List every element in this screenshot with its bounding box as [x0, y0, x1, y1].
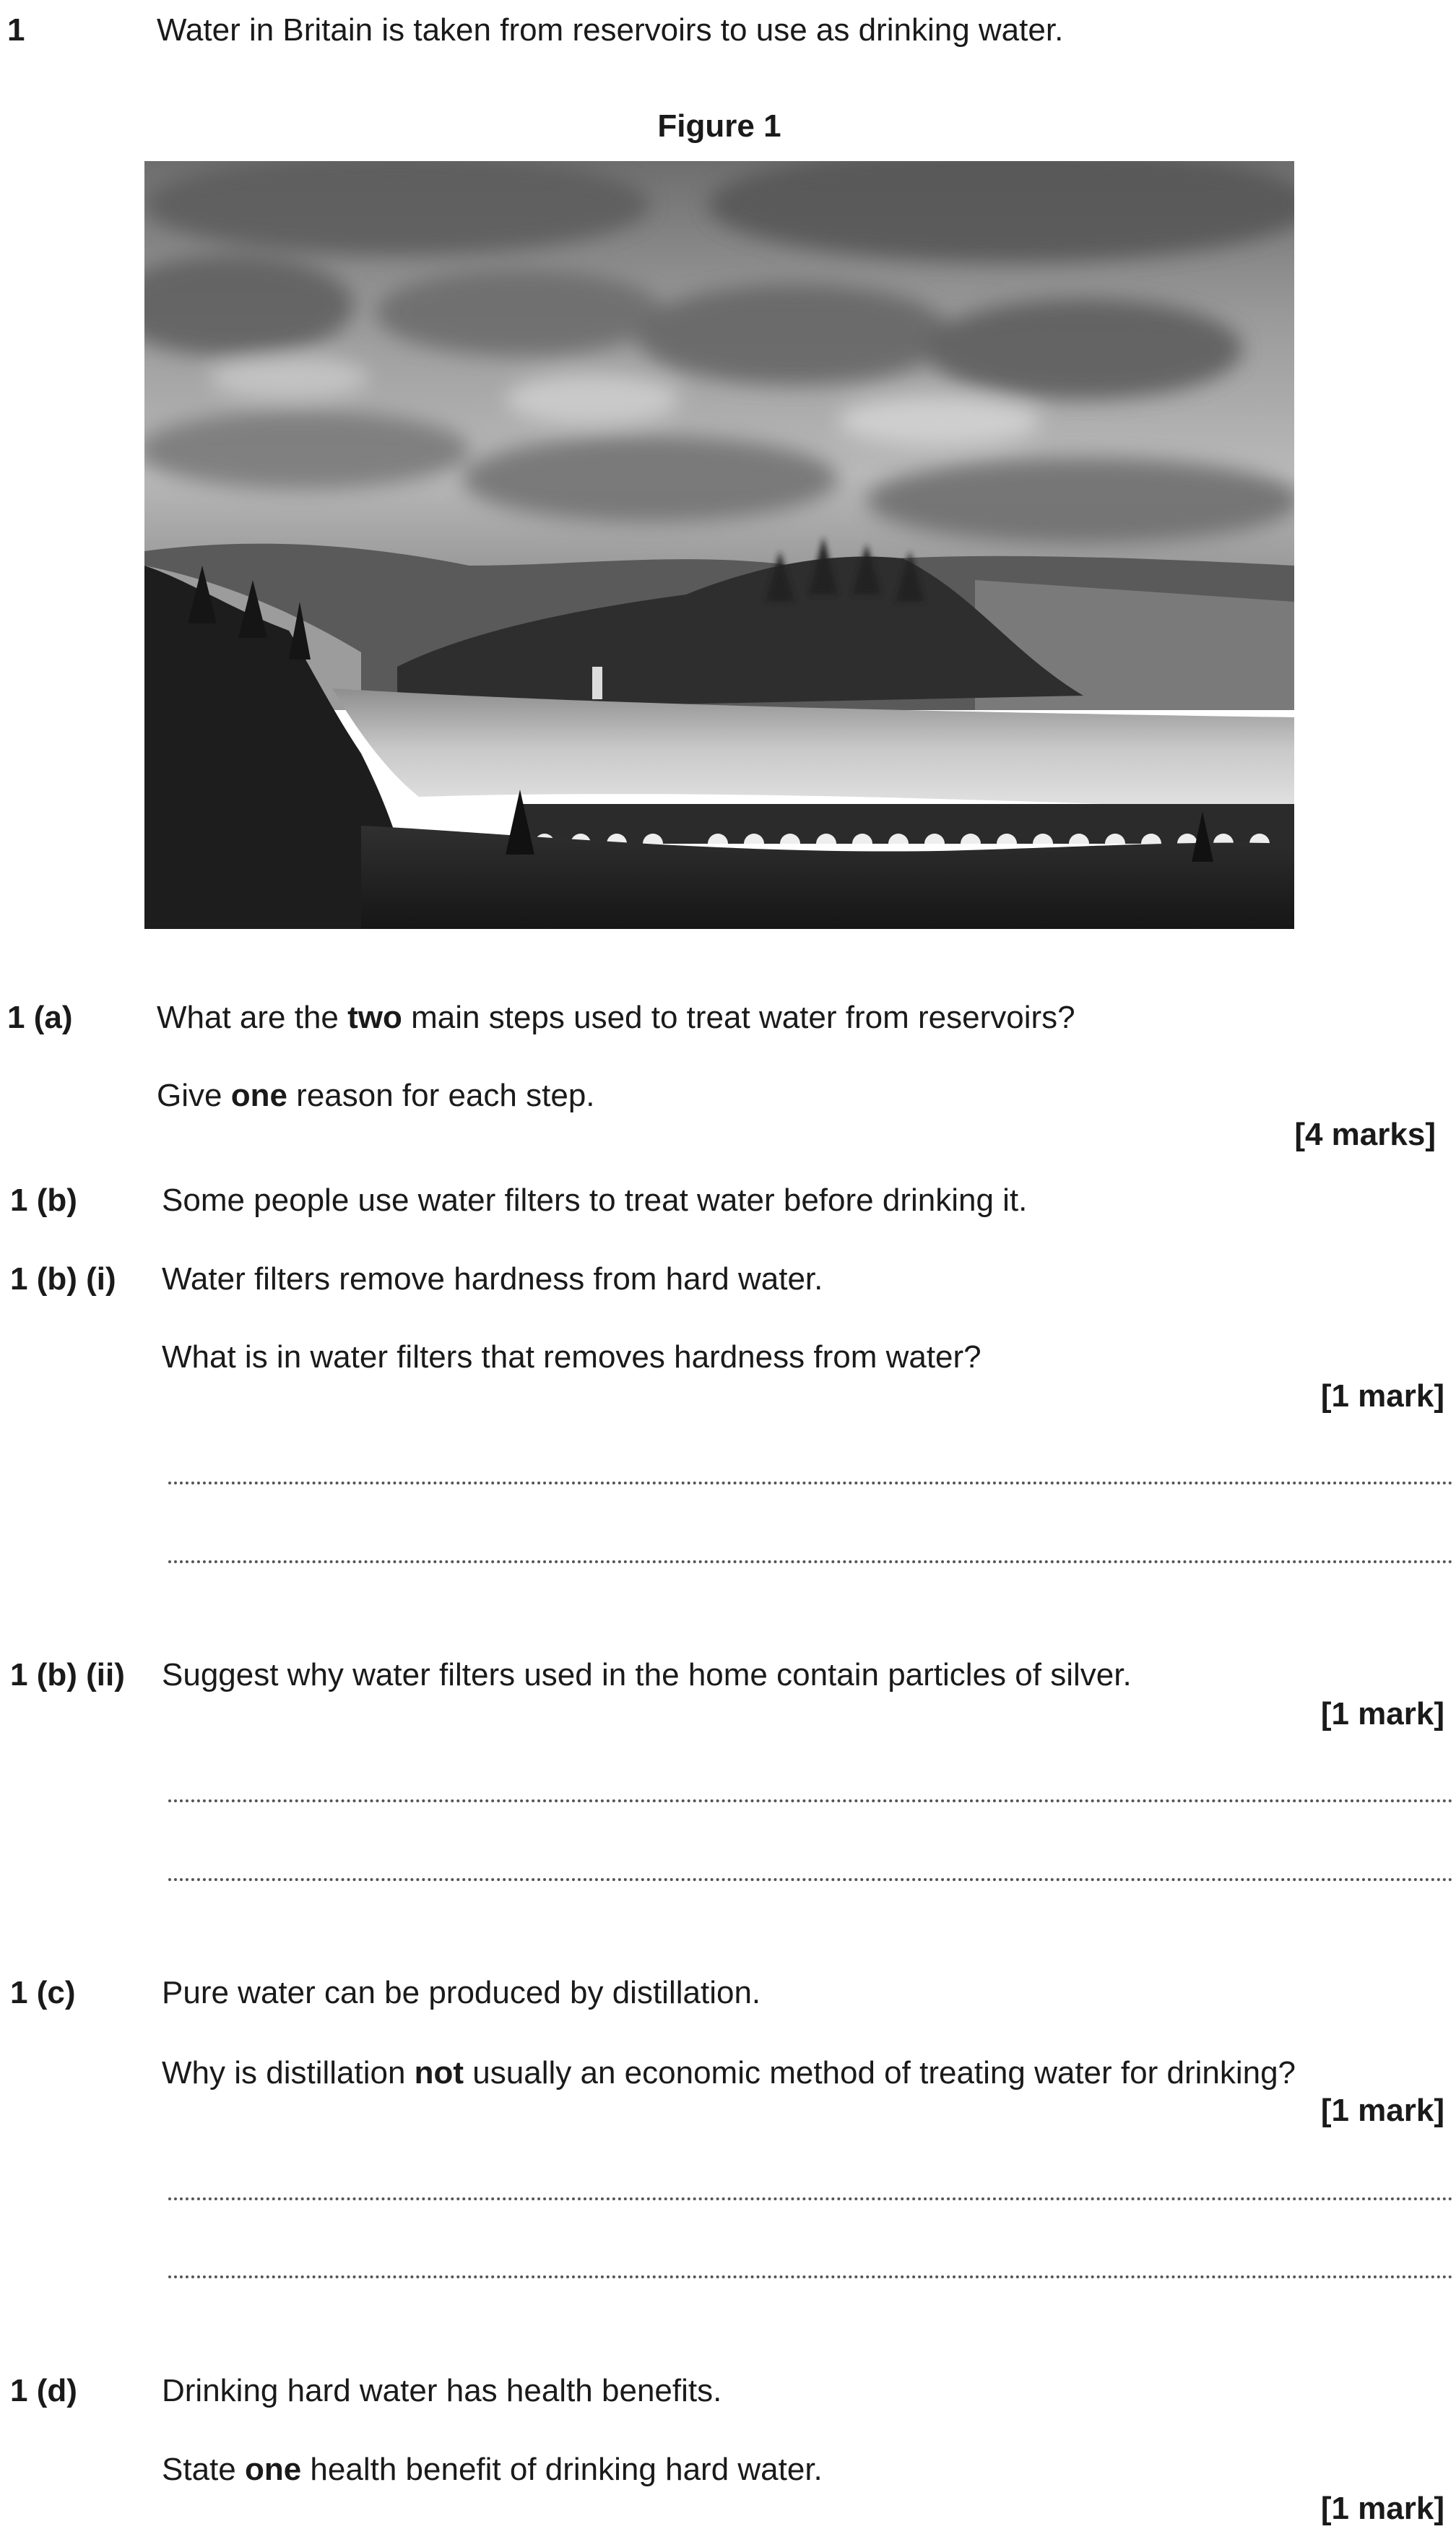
question-text: Some people use water filters to treat water before drinking it. — [162, 1183, 1028, 1218]
question-intro: Water in Britain is taken from reservoirs to use as drinking water. — [157, 12, 1064, 48]
marks-label: [1 mark] — [1320, 1696, 1444, 1732]
figure-caption: Figure 1 — [657, 108, 781, 144]
question-number: 1 (d) — [10, 2373, 77, 2408]
marks-label: [1 mark] — [1320, 1378, 1444, 1414]
answer-line[interactable] — [168, 1560, 1453, 1563]
text-run: usually an economic method of treating water for drinking? — [464, 2055, 1296, 2091]
question-number: 1 (b) — [10, 1183, 77, 1218]
emphasis: one — [244, 2452, 302, 2487]
marks-label: [4 marks] — [1294, 1117, 1436, 1152]
text-run: State — [162, 2452, 245, 2487]
question-number: 1 (c) — [10, 1975, 76, 2010]
question-text: Pure water can be produced by distillation. — [162, 1975, 761, 2010]
emphasis: one — [230, 1078, 287, 1113]
text-run: health benefit of drinking hard water. — [301, 2452, 823, 2487]
question-instruction — [157, 1080, 595, 1112]
marks-label: [1 mark] — [1320, 2093, 1444, 2128]
emphasis: two — [347, 1000, 402, 1035]
question-instruction — [162, 2454, 823, 2486]
marks-label: [1 mark] — [1320, 2491, 1444, 2526]
question-number: 1 (a) — [7, 1000, 73, 1035]
question-text — [162, 2057, 1296, 2089]
question-number: 1 (b) (ii) — [10, 1657, 125, 1692]
answer-line[interactable] — [168, 2275, 1453, 2278]
answer-line[interactable] — [168, 1482, 1453, 1484]
question-text: Water filters remove hardness from hard water. — [162, 1261, 823, 1297]
answer-line[interactable] — [168, 1878, 1453, 1881]
emphasis: not — [414, 2055, 464, 2091]
question-text: What is in water filters that removes hardness from water? — [162, 1339, 982, 1375]
question-text: Drinking hard water has health benefits. — [162, 2373, 722, 2408]
text-run: What are the — [157, 1000, 348, 1035]
question-text — [157, 1002, 1075, 1034]
reservoir-photo — [144, 161, 1294, 929]
question-text: Suggest why water filters used in the home contain particles of silver. — [162, 1657, 1132, 1692]
question-number: 1 (b) (i) — [10, 1261, 116, 1297]
text-run: Why is distillation — [162, 2055, 415, 2091]
text-run: Give — [157, 1078, 231, 1113]
text-run: reason for each step. — [287, 1078, 595, 1113]
text-run: main steps used to treat water from reservoirs? — [402, 1000, 1075, 1035]
question-number: 1 — [7, 12, 25, 48]
answer-line[interactable] — [168, 2197, 1453, 2200]
answer-line[interactable] — [168, 1799, 1453, 1802]
